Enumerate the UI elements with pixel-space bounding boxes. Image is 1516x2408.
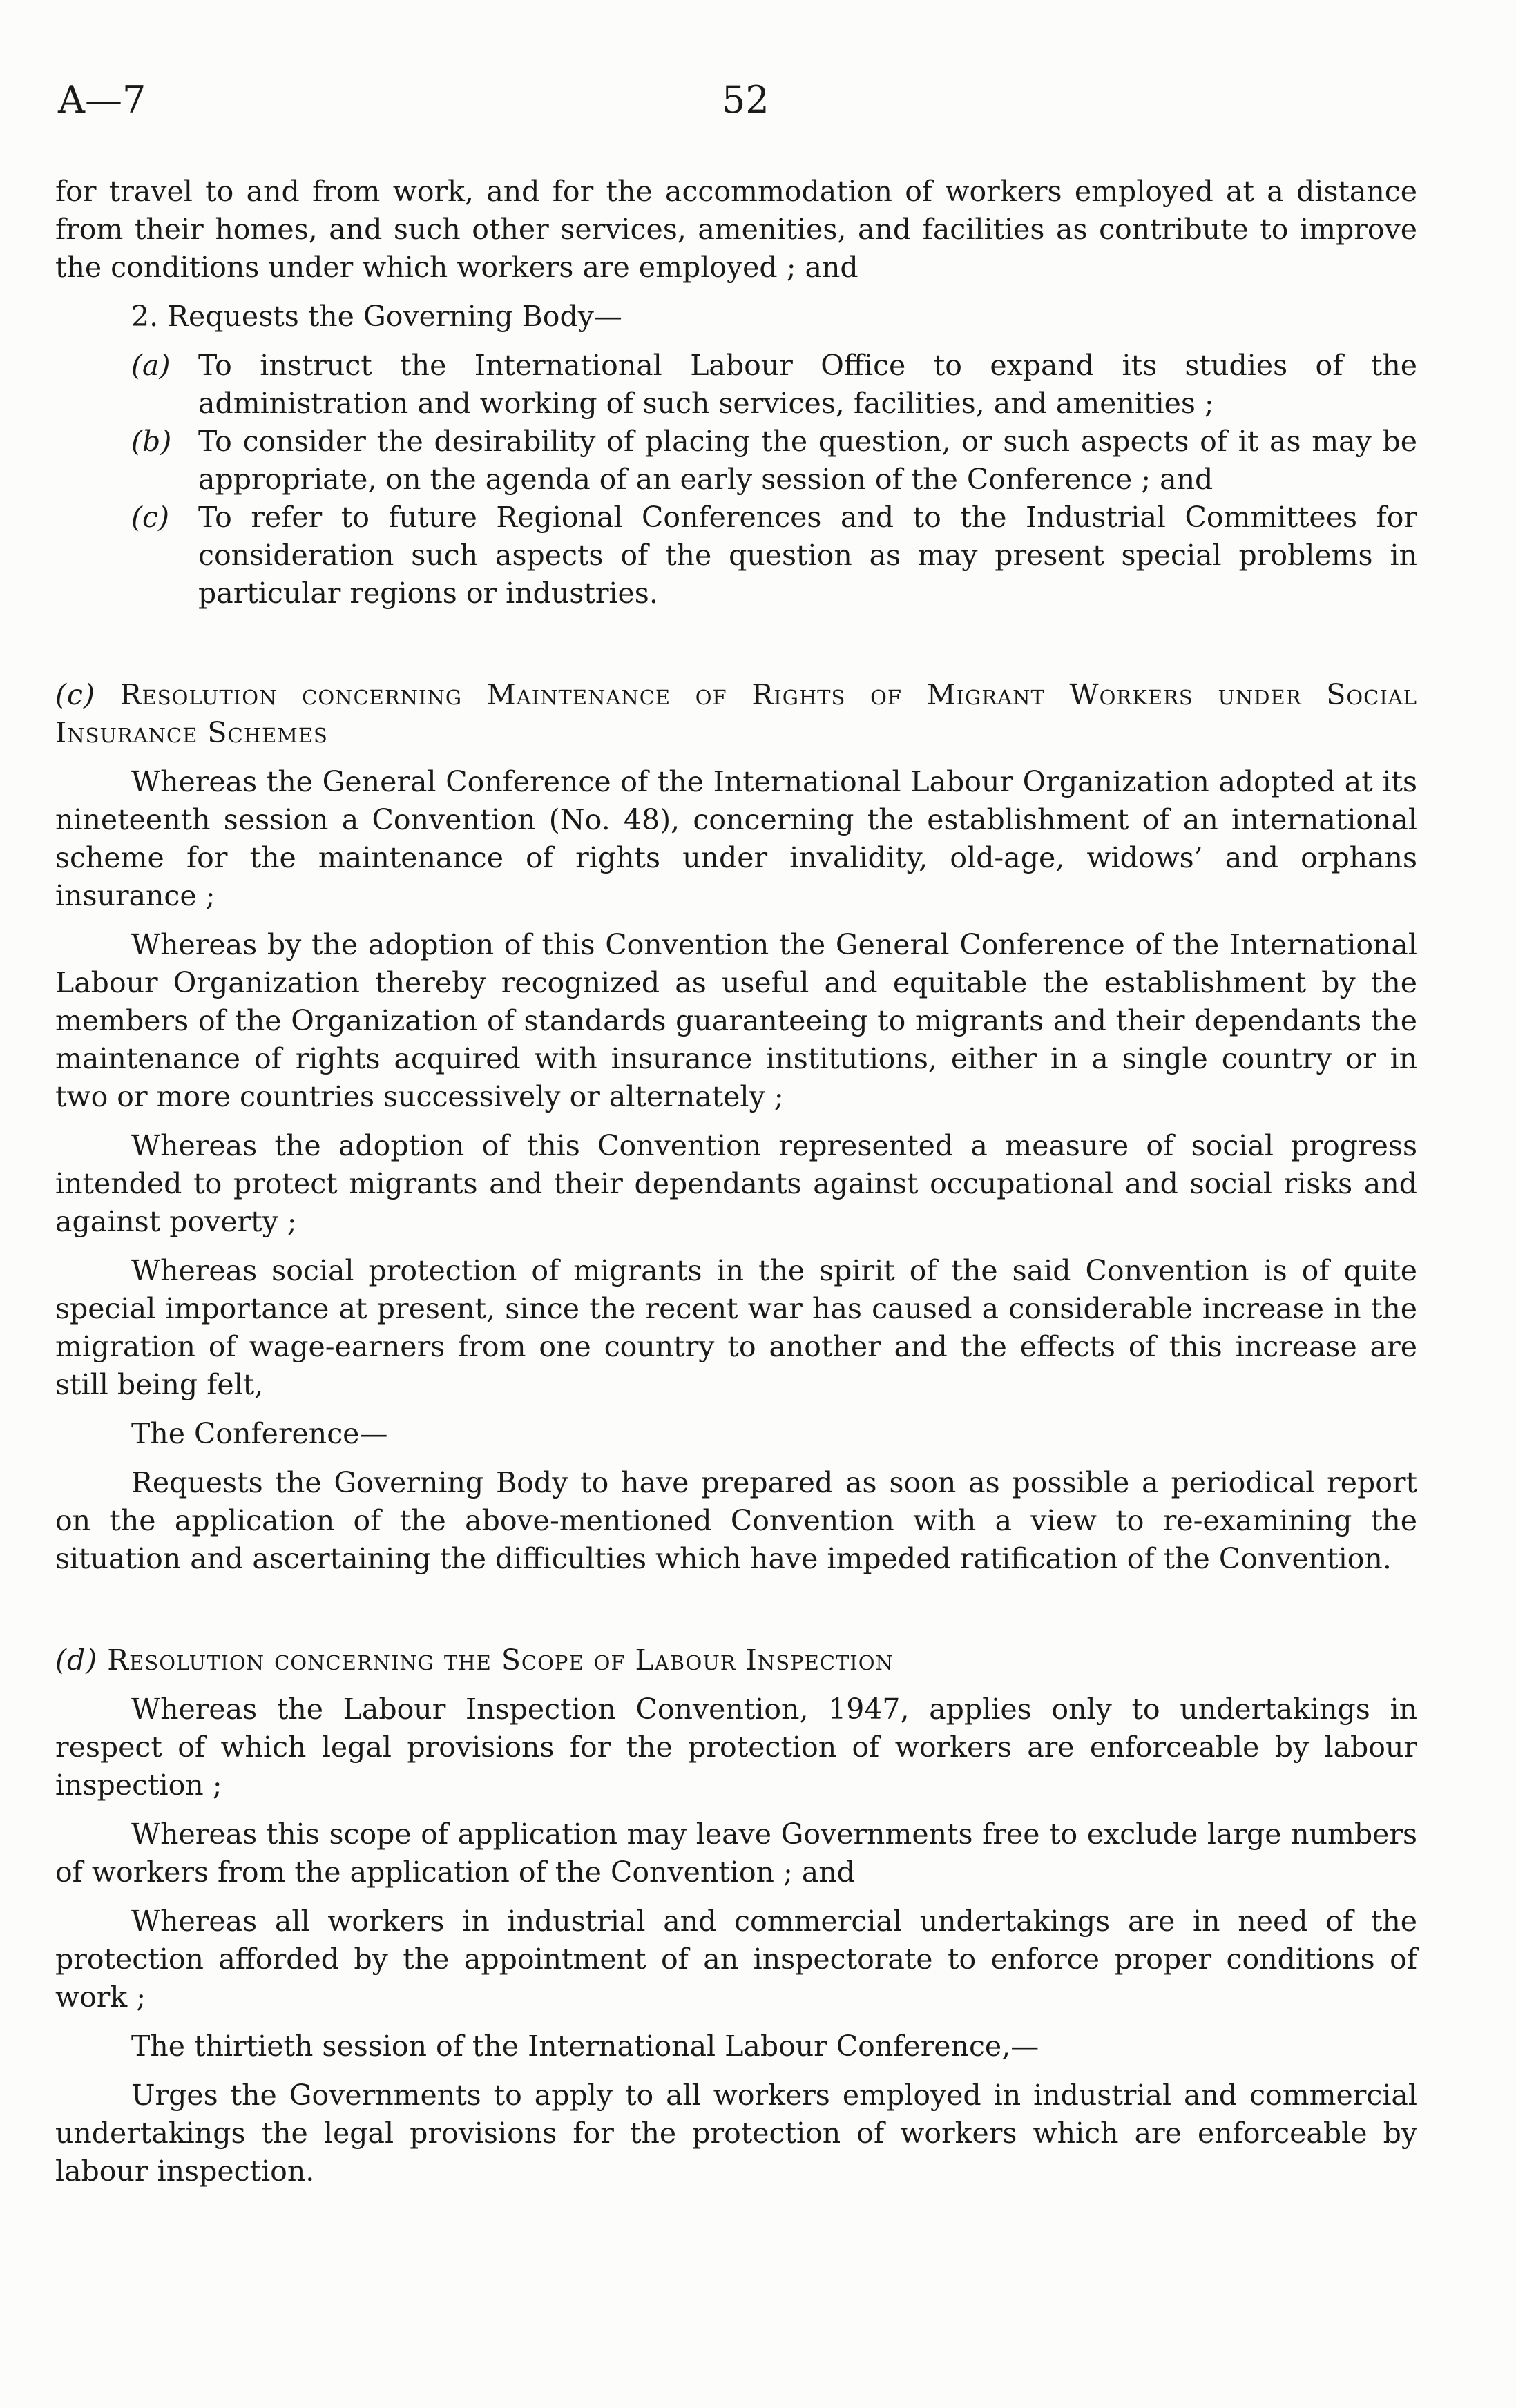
page-body <box>55 173 1417 2190</box>
section-c-paragraph: Whereas social protection of migrants in the spirit of the said Convention is of quite special importance at present, since the recent war has caused a considerable increase in the migration of wage-earners from one country to another and the effects of this increase are still being felt, <box>55 1254 1417 1401</box>
page-number: 52 <box>722 78 769 122</box>
request-item-b <box>131 423 1417 499</box>
section-d-paragraph: Whereas all workers in industrial and commercial undertakings are in need of the protection afforded by the appointment of an inspectorate to enforce proper conditions of work ; <box>55 1905 1417 2014</box>
item-label: (b) <box>131 425 172 458</box>
item-text: To instruct the International Labour Office to expand its studies of the administration and working of such services, facilities, and amenities ; <box>198 349 1417 420</box>
item-label: (c) <box>131 501 169 534</box>
request-item-a <box>131 347 1417 423</box>
item-text: To refer to future Regional Conferences and to the Industrial Committees for consideration such aspects of the question as may present special problems in particular regions or industries. <box>198 501 1417 610</box>
section-c-paragraph: Whereas by the adoption of this Convention the General Conference of the International Labour Organization thereby recognized as useful and equitable the establishment by the members of the Organization of standards guaranteeing to migrants and their dependants the maintenance of rights acquired with insurance institutions, either in a single country or in two or more countries successively or alternately ; <box>55 928 1417 1113</box>
section-c-paragraph: Requests the Governing Body to have prepared as soon as possible a periodical report on the application of the above-mentioned Convention with a view to re-examining the situation and ascertaining the difficulties which have impeded ratification of the Convention. <box>55 1466 1417 1575</box>
item-text: To consider the desirability of placing the question, or such aspects of it as may be appropriate, on the agenda of an early session of the Conference ; and <box>198 425 1417 496</box>
section-c-paragraph: Whereas the adoption of this Convention represented a measure of social progress intended to protect migrants and their dependants against occupational and social risks and against poverty ; <box>55 1129 1417 1238</box>
section-d-paragraph: Whereas this scope of application may leave Governments free to exclude large numbers of workers from the application of the Convention ; and <box>55 1818 1417 1889</box>
section-d-heading <box>55 1641 1417 1679</box>
section-c-paragraph: Whereas the General Conference of the International Labour Organization adopted at its nineteenth session a Convention (No. 48), concerning the establishment of an international scheme for the maintenance of rights under invalidity, old-age, widows’ and orphans insurance ; <box>55 765 1417 912</box>
document-reference: A—7 <box>58 78 146 122</box>
request-item-c <box>131 499 1417 613</box>
section-c-heading <box>55 676 1417 752</box>
section-d-paragraph: Urges the Governments to apply to all workers employed in industrial and commercial undertakings the legal provisions for the protection of workers which are enforceable by labour inspection. <box>55 2079 1417 2188</box>
request-intro: 2. Requests the Governing Body— <box>131 300 622 333</box>
section-d-paragraph: The thirtieth session of the International Labour Conference,— <box>131 2030 1039 2063</box>
section-c-title: Resolution concerning Maintenance of Rights of Migrant Workers under Social Insurance Schemes <box>55 678 1417 749</box>
continuation-paragraph: for travel to and from work, and for the accommodation of workers employed at a distance from their homes, and such other services, amenities, and facilities as contribute to improve the conditions under which workers are employed ; and <box>55 175 1417 284</box>
section-d-paragraph: Whereas the Labour Inspection Convention, 1947, applies only to undertakings in respect of which legal provisions for the protection of workers are enforceable by labour inspection ; <box>55 1693 1417 1802</box>
section-c-paragraph: The Conference— <box>131 1417 388 1450</box>
item-label: (a) <box>131 349 171 382</box>
section-c-label: (c) <box>55 678 95 711</box>
section-d-title: Resolution concerning the Scope of Labour Inspection <box>107 1644 894 1677</box>
section-d-label: (d) <box>55 1644 98 1677</box>
